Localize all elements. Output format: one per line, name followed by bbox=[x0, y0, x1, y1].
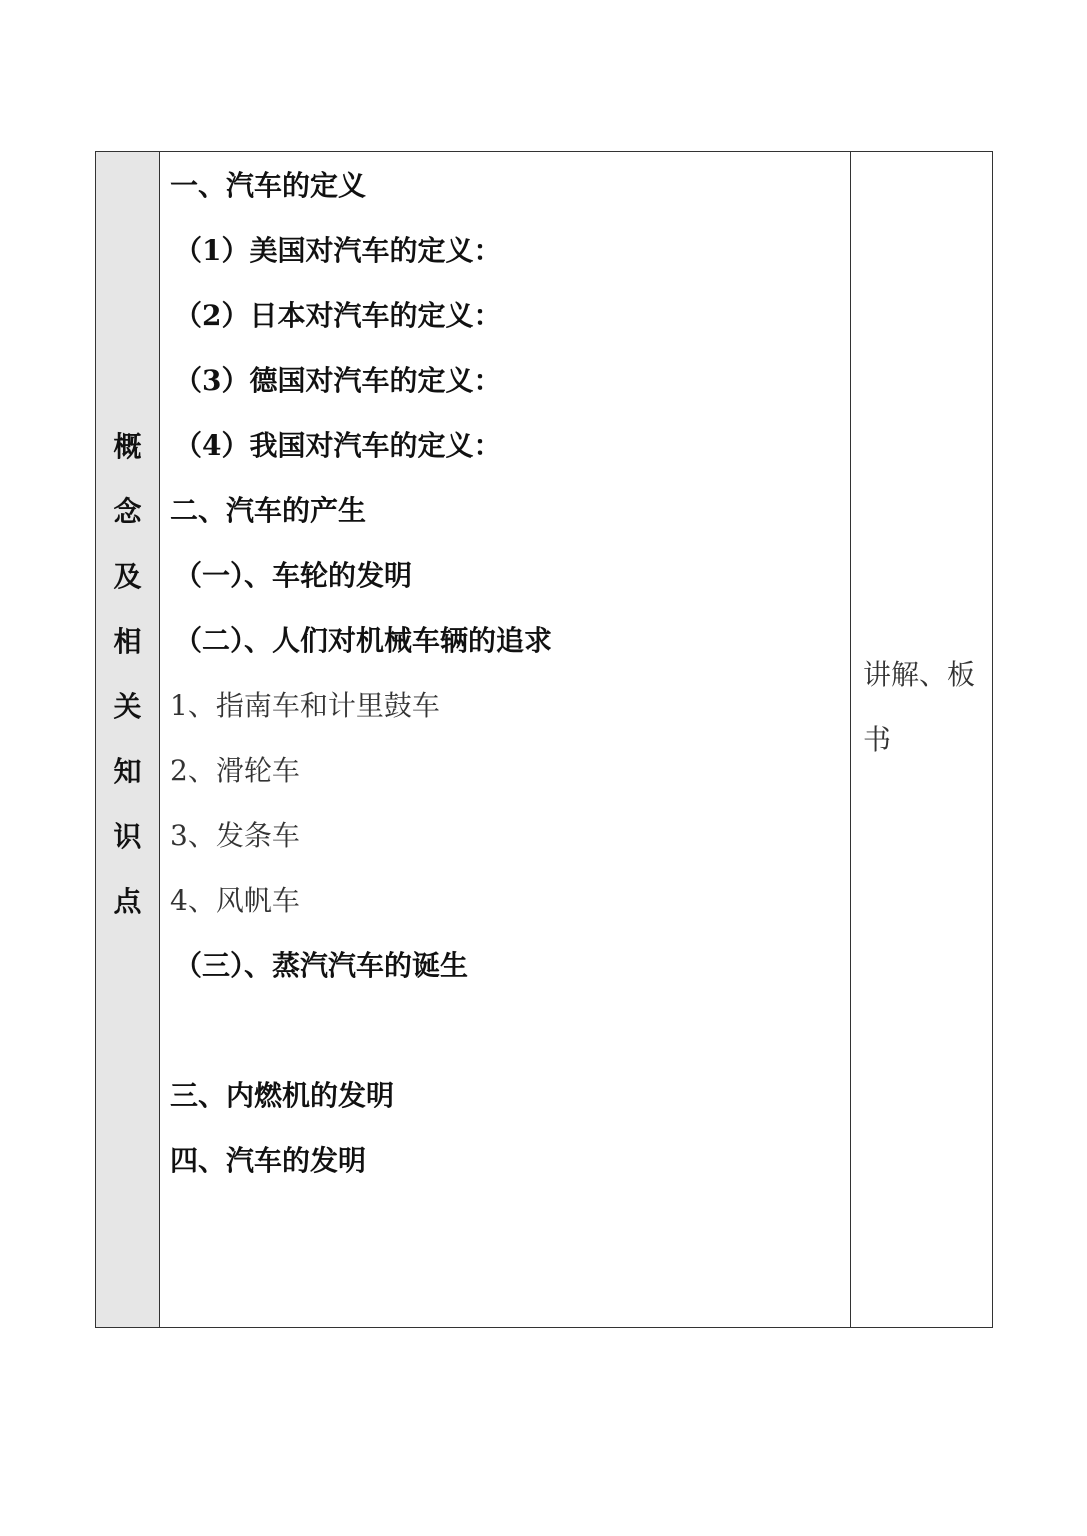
section-label-char: 知 bbox=[113, 755, 142, 788]
section-label-char: 识 bbox=[113, 820, 142, 853]
blank-line bbox=[170, 998, 850, 1063]
outline-line: （4）我国对汽车的定义： bbox=[174, 429, 502, 462]
outline-line: 二、汽车的产生 bbox=[170, 494, 367, 527]
outline-line: （2）日本对汽车的定义： bbox=[174, 299, 502, 332]
teaching-method: 讲解、板书 bbox=[863, 658, 976, 756]
lesson-plan-table bbox=[95, 151, 993, 1328]
outline-line: （一）、车轮的发明 bbox=[174, 559, 413, 592]
outline-line: （3）德国对汽车的定义： bbox=[174, 364, 502, 397]
outline-line: 4、风帆车 bbox=[170, 884, 300, 917]
outline-line: 3、发条车 bbox=[170, 819, 300, 852]
table-row bbox=[96, 152, 993, 1328]
method-cell bbox=[851, 152, 993, 1328]
section-label-char: 念 bbox=[113, 495, 142, 528]
outline-line: （1）美国对汽车的定义： bbox=[174, 234, 502, 267]
section-label-char: 概 bbox=[113, 430, 142, 463]
section-label-char: 关 bbox=[113, 690, 142, 723]
outline-line: 一、汽车的定义 bbox=[170, 169, 367, 202]
outline-line: 四、汽车的发明 bbox=[170, 1144, 367, 1177]
section-label-char: 点 bbox=[113, 885, 142, 918]
outline-line: 1、指南车和计里鼓车 bbox=[170, 689, 440, 722]
section-label-char: 及 bbox=[113, 560, 142, 593]
outline-line: 2、滑轮车 bbox=[170, 754, 300, 787]
section-label-cell bbox=[96, 152, 160, 1328]
section-label bbox=[96, 152, 159, 934]
content-cell bbox=[160, 152, 851, 1328]
outline-line: （二）、人们对机械车辆的追求 bbox=[174, 624, 553, 657]
section-label-char: 相 bbox=[113, 625, 142, 658]
outline-line: 三、内燃机的发明 bbox=[170, 1079, 395, 1112]
outline-line: （三）、蒸汽汽车的诞生 bbox=[174, 949, 469, 982]
content-outline bbox=[160, 152, 850, 1193]
